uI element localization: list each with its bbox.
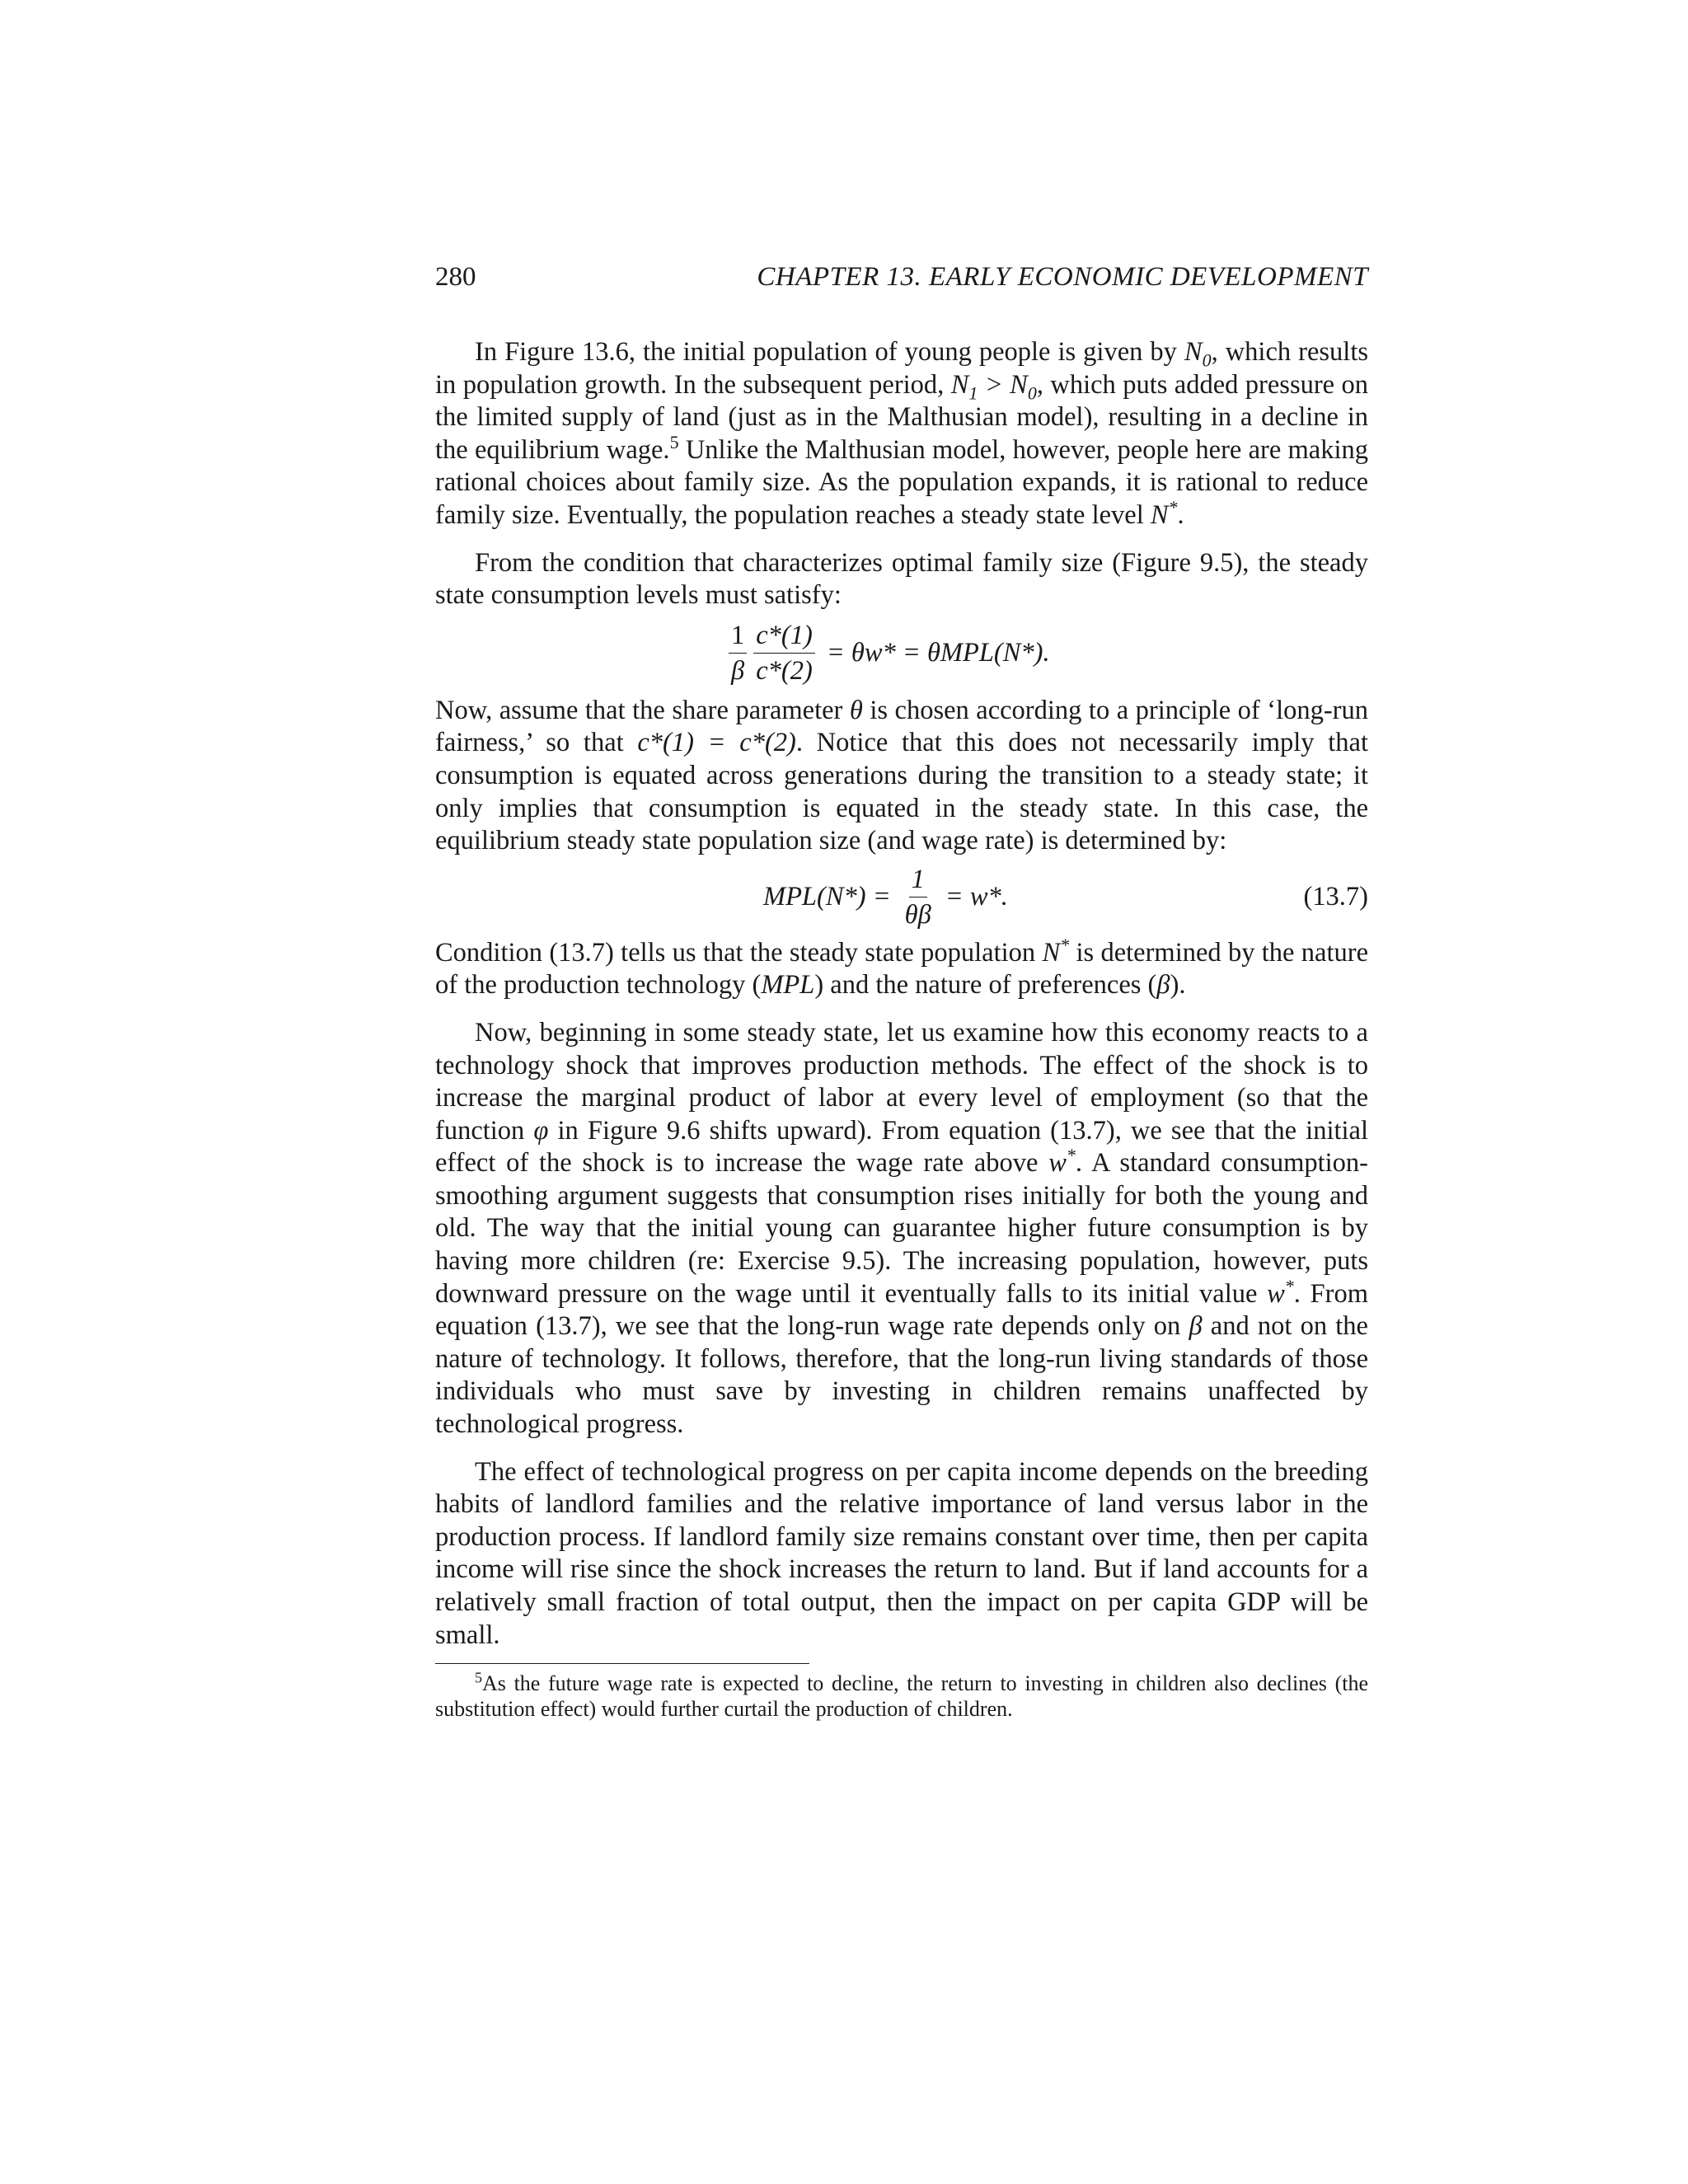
footnote-mark: 5 xyxy=(669,431,679,452)
math-beta: β xyxy=(1156,970,1170,1001)
text-run: and not on the nature of technology. It follows, therefore, that the long-run living standards of those individuals who must save by investing in children remains unaffected by technological progress. xyxy=(435,1311,1368,1440)
paragraph-1 xyxy=(435,336,1368,532)
fraction-numerator: 1 xyxy=(729,620,747,654)
math-theta: θ xyxy=(849,695,863,725)
fraction-one-over-theta-beta xyxy=(903,864,934,930)
page-number: 280 xyxy=(435,262,476,292)
text-run: is chosen according to a principle of ‘long-run fairness,’ so that xyxy=(435,695,1368,758)
text-run: Unlike the Malthusian model, however, people here are making rational choices about family size. As the population expands, it is rational to reduce family size. Eventually, the population reaches a steady state level xyxy=(435,434,1369,530)
equation-rhs: = θw* = θMPL(N*). xyxy=(826,637,1050,668)
math-wstar: w* xyxy=(1267,1275,1294,1309)
text-run: In Figure 13.6, the initial population of young people is given by xyxy=(475,337,1184,367)
paragraph-6: The effect of technological progress on per capita income depends on the breeding habits of landlord families and the relative importance of land versus labor in the production process. If landlord family size remains constant over time, then per capita income will rise since the shock increases the return to land. But if land accounts for a relatively small fraction of total output, then the impact on per capita GDP will be small. xyxy=(435,1456,1368,1650)
fraction-one-over-beta xyxy=(729,620,747,687)
body-text xyxy=(435,336,1368,1722)
math-nstar: N* xyxy=(1150,497,1178,530)
chapter-title: CHAPTER 13. EARLY ECONOMIC DEVELOPMENT xyxy=(757,262,1368,292)
text-run: in Figure 9.6 shifts upward). From equation (13.7), we see that the initial effect of the shock is to increase the wage rate above xyxy=(435,1115,1368,1179)
fraction-consumption-ratio xyxy=(753,620,815,687)
text-run: is determined by the nature of the production technology ( xyxy=(435,937,1368,1001)
footnote-5 xyxy=(435,1671,1368,1722)
math-mpl: MPL xyxy=(761,970,815,1001)
paragraph-4 xyxy=(435,934,1368,1002)
footnote-text: As the future wage rate is expected to decline, the return to investing in children also declines (the substitution effect) would further curtail the production of children. xyxy=(435,1671,1368,1722)
text-run: , which results in population growth. In the subsequent period, xyxy=(435,337,1368,400)
fraction-numerator: c*(1) xyxy=(753,620,815,654)
text-run: , which puts added pressure on the limited supply of land (just as in the Malthusian model), resulting in a decline in the equilibrium wage. xyxy=(435,369,1369,465)
text-run: . From equation (13.7), we see that the long-run wage rate depends only on xyxy=(435,1278,1368,1342)
text-run: . Notice that this does not necessarily imply that consumption is equated across generations during the transition to a steady state; it only implies that consumption is equated in the steady state. In this case, the equilibrium steady state population size (and wage rate) is determined by: xyxy=(435,728,1368,856)
equation-1 xyxy=(435,612,1368,695)
text-run: ) and the nature of preferences ( xyxy=(814,970,1157,1001)
math-phi: φ xyxy=(533,1115,549,1146)
fraction-denominator: θβ xyxy=(904,900,931,930)
paragraph-2: From the condition that characterizes optimal family size (Figure 9.5), the steady state consumption levels must satisfy: xyxy=(435,547,1368,611)
text-run: Now, assume that the share parameter xyxy=(435,695,850,725)
text-run: ). xyxy=(1170,970,1186,1001)
text-run: Condition (13.7) tells us that the steady state population xyxy=(435,937,1043,968)
text-run: Now, beginning in some steady state, let us examine how this economy reacts to a technology shock that improves production methods. The effect of the shock is to increase the marginal product of labor at every level of employment (so that the function xyxy=(435,1017,1368,1146)
paragraph-3 xyxy=(435,695,1368,858)
math-n0: $N_0$ xyxy=(1184,337,1212,371)
equation-rhs: = w*. xyxy=(945,881,1008,912)
math-wstar: w* xyxy=(1048,1145,1076,1179)
equation-13-7 xyxy=(435,858,1368,937)
footnote-mark: 5 xyxy=(475,1669,482,1686)
equation-number: (13.7) xyxy=(1303,881,1368,912)
math-nstar: N* xyxy=(1042,934,1070,968)
text-run: . xyxy=(1177,499,1184,530)
fraction-numerator: 1 xyxy=(909,864,927,898)
running-head xyxy=(435,262,1368,298)
fraction-denominator: β xyxy=(731,656,745,687)
math-consumption-equal: c*(1) = c*(2) xyxy=(637,728,796,758)
footnote-rule xyxy=(435,1663,809,1664)
text-run: . A standard consumption-smoothing argument suggests that consumption rises initially for both the young and old. The way that the initial young can guarantee higher future consumption is by having more children (re: Exercise 9.5). The increasing population, however, puts downward pressure on the wage until it eventually falls to its initial value xyxy=(435,1148,1369,1309)
paragraph-5 xyxy=(435,1017,1368,1441)
equation-lhs: MPL(N*) = xyxy=(763,881,891,912)
math-beta: β xyxy=(1189,1311,1203,1342)
fraction-denominator: c*(2) xyxy=(756,656,813,687)
math-n1-gt-n0: $N_1 > N_0$ xyxy=(950,369,1037,404)
